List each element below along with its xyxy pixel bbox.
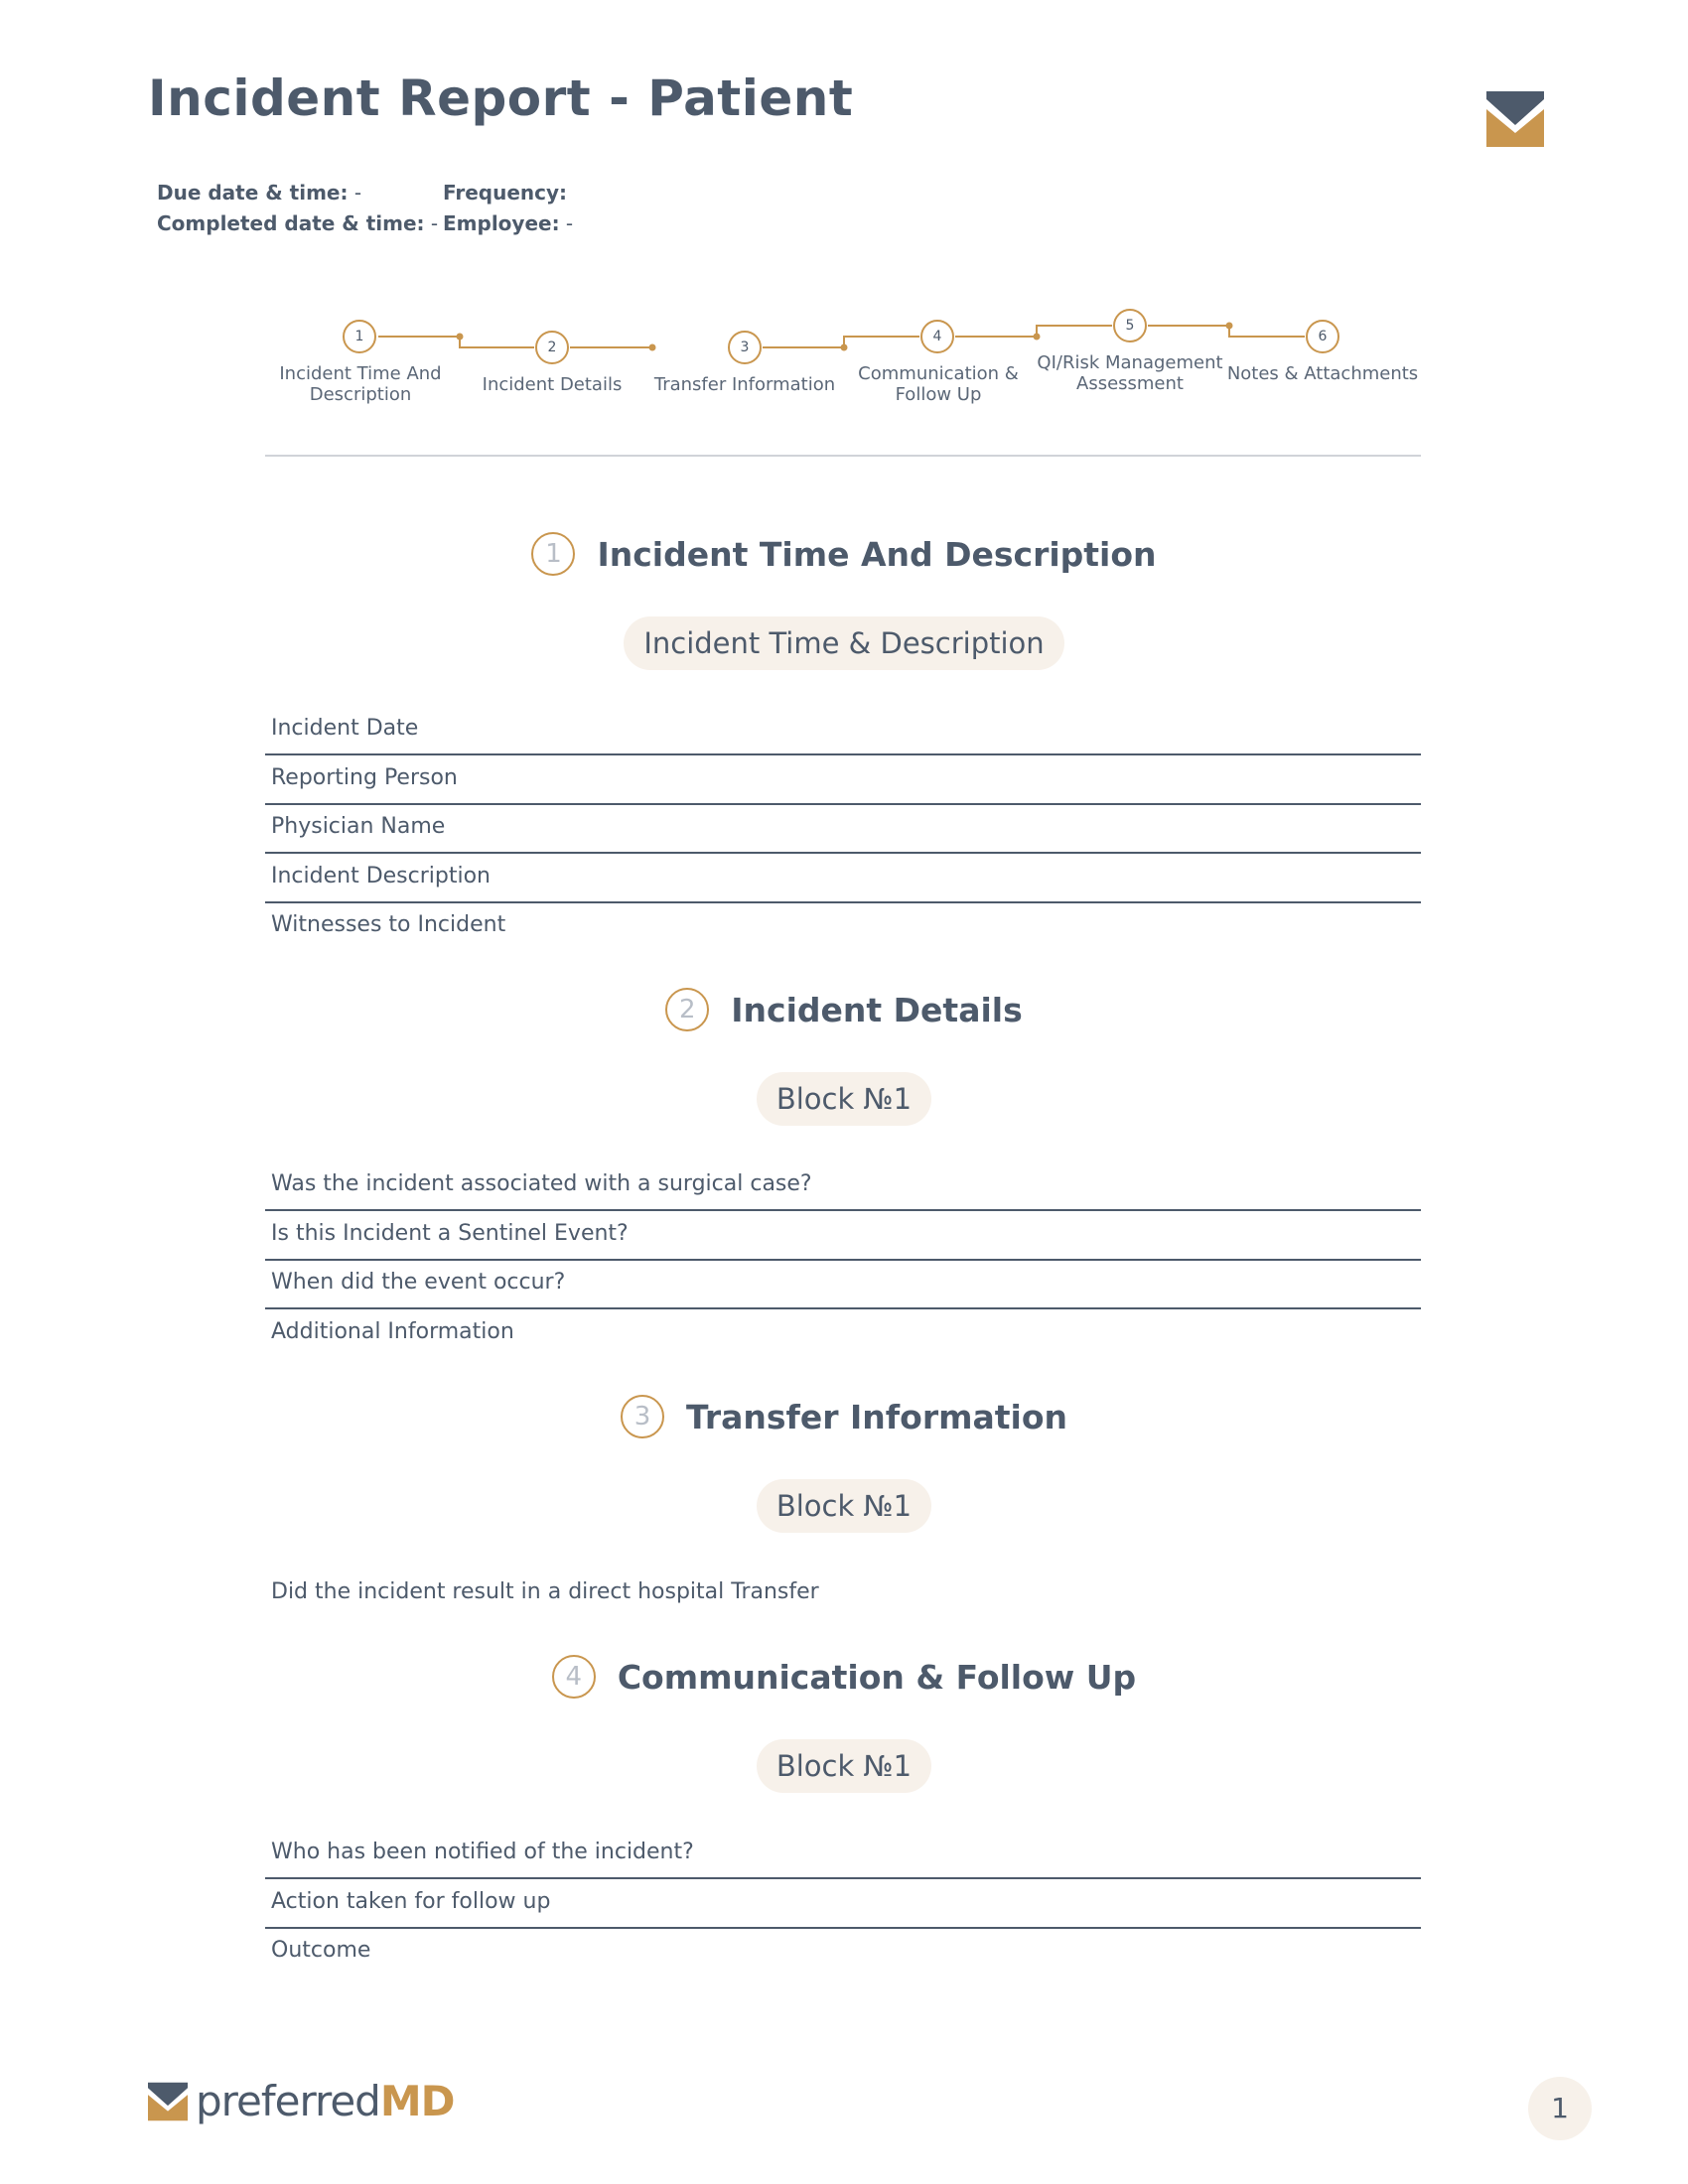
section-1-number: 1: [531, 532, 575, 576]
section-3-block: [0, 1479, 1688, 1533]
step-6-circle: 6: [1306, 320, 1339, 353]
step-5-circle: 5: [1113, 309, 1147, 342]
frequency: Frequency:: [443, 181, 568, 205]
step-6-label: Notes & Attachments: [1226, 363, 1419, 384]
step-4-circle: 4: [920, 320, 954, 353]
section-1-heading: [0, 532, 1688, 576]
step-3-label: Transfer Information: [653, 374, 836, 395]
step-2-circle: 2: [535, 331, 569, 364]
block-label: Incident Time & Description: [624, 616, 1063, 670]
field-incident-date[interactable]: Incident Date: [265, 706, 1421, 755]
section-3-number: 3: [621, 1395, 664, 1438]
section-1-block: [0, 616, 1688, 670]
employee: Employee: -: [443, 211, 574, 235]
field-witnesses[interactable]: Witnesses to Incident: [271, 912, 506, 937]
field-action-taken[interactable]: Action taken for follow up: [265, 1879, 1421, 1929]
block-label: Block №1: [757, 1479, 931, 1533]
field-additional-information[interactable]: Additional Information: [271, 1319, 514, 1344]
section-3-heading: [0, 1395, 1688, 1438]
progress-stepper: [0, 0, 1688, 457]
section-4-heading: [0, 1655, 1688, 1699]
step-5-label: QI/Risk Management Assessment: [1037, 352, 1223, 394]
field-hospital-transfer[interactable]: Did the incident result in a direct hospital Transfer: [271, 1579, 819, 1604]
field-who-notified[interactable]: Who has been notified of the incident?: [265, 1830, 1421, 1879]
section-4-block: [0, 1739, 1688, 1793]
section-2-heading: [0, 988, 1688, 1031]
step-2-label: Incident Details: [482, 374, 623, 395]
field-incident-description[interactable]: Incident Description: [265, 854, 1421, 903]
footer-logo: [148, 2077, 455, 2125]
page-number: 1: [1528, 2077, 1592, 2140]
brand-name: preferredMD: [196, 2077, 455, 2125]
field-reporting-person[interactable]: Reporting Person: [265, 755, 1421, 805]
section-3-title: Transfer Information: [685, 1397, 1068, 1436]
step-1-label: Incident Time And Description: [279, 363, 442, 405]
block-label: Block №1: [757, 1739, 931, 1793]
field-outcome[interactable]: Outcome: [271, 1938, 371, 1963]
field-physician-name[interactable]: Physician Name: [265, 804, 1421, 854]
field-surgical-case[interactable]: Was the incident associated with a surgical case?: [265, 1161, 1421, 1211]
due-date: Due date & time: -: [157, 181, 362, 205]
header-divider: [265, 455, 1421, 457]
section-2-block: [0, 1072, 1688, 1126]
completed-date: Completed date & time: -: [157, 211, 439, 235]
section-1-title: Incident Time And Description: [597, 534, 1157, 574]
section-2-title: Incident Details: [731, 990, 1023, 1029]
check-logo-icon: [148, 2081, 188, 2122]
page-title: Incident Report - Patient: [148, 69, 854, 127]
step-4-label: Communication & Follow Up: [858, 363, 1019, 405]
field-sentinel-event[interactable]: Is this Incident a Sentinel Event?: [265, 1211, 1421, 1261]
field-event-occur[interactable]: When did the event occur?: [265, 1260, 1421, 1309]
step-1-circle: 1: [343, 320, 376, 353]
section-4-number: 4: [552, 1655, 596, 1699]
section-2-number: 2: [665, 988, 709, 1031]
step-3-circle: 3: [728, 331, 762, 364]
block-label: Block №1: [757, 1072, 931, 1126]
section-4-title: Communication & Follow Up: [617, 1657, 1137, 1697]
